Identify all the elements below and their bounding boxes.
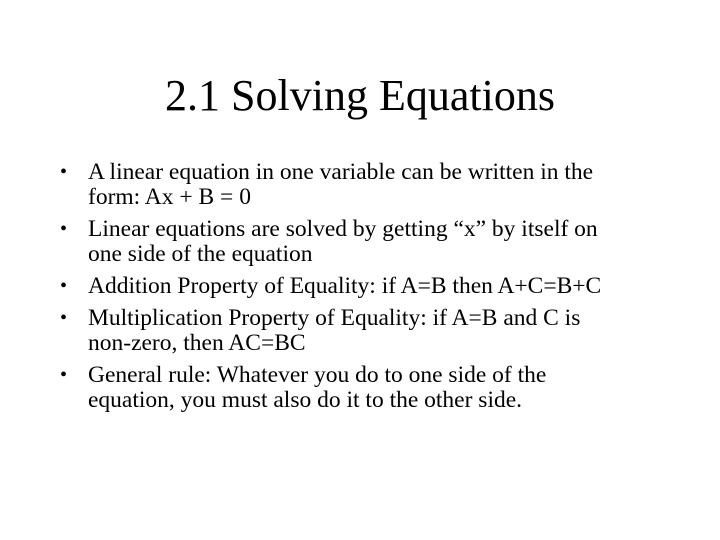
bullet-text-line: A linear equation in one variable can be written in the xyxy=(88,159,594,185)
bullet-text-line: Multiplication Property of Equality: if A=B and C is xyxy=(88,305,581,331)
bullet-text-line: equation, you must also do it to the other side. xyxy=(88,387,523,413)
bullet-item xyxy=(60,160,680,210)
bullet-icon: • xyxy=(60,364,68,386)
bullet-item xyxy=(60,217,680,267)
bullet-text-line: Linear equations are solved by getting “x” by itself on xyxy=(88,216,598,242)
bullet-item xyxy=(60,306,680,356)
bullet-icon: • xyxy=(60,307,68,329)
bullet-list xyxy=(60,160,680,420)
bullet-icon: • xyxy=(60,218,68,240)
bullet-text-line: one side of the equation xyxy=(88,241,313,267)
bullet-text-line: Addition Property of Equality: if A=B then A+C=B+C xyxy=(88,273,602,299)
bullet-text-line: General rule: Whatever you do to one side of the xyxy=(88,362,547,388)
bullet-icon: • xyxy=(60,275,68,297)
slide-title: 2.1 Solving Equations xyxy=(165,71,555,120)
bullet-item xyxy=(60,274,680,299)
bullet-icon: • xyxy=(60,161,68,183)
bullet-text-line: non-zero, then AC=BC xyxy=(88,330,306,356)
bullet-text-line: form: Ax + B = 0 xyxy=(88,184,251,210)
bullet-item xyxy=(60,363,680,413)
